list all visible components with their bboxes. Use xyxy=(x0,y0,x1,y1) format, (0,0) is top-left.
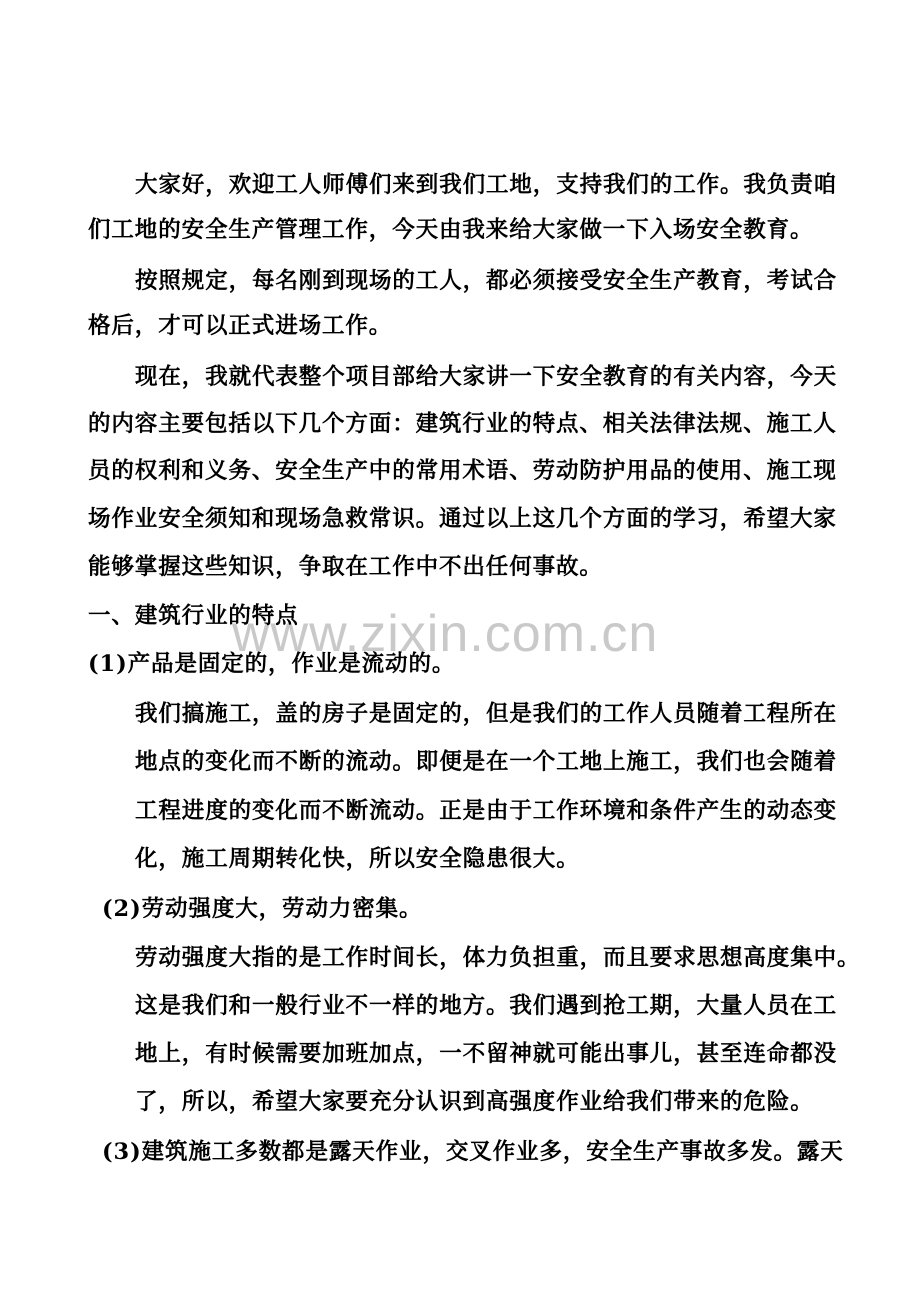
paragraph-line: 地上，有时候需要加班加点，一不留神就可能出事儿，甚至连命都没 xyxy=(135,1041,838,1067)
paragraph-line: 场作业安全须知和现场急救常识。通过以上这几个方面的学习，希望大家 xyxy=(88,506,837,532)
paragraph-line: 能够掌握这些知识，争取在工作中不出任何事故。 xyxy=(88,554,603,580)
paragraph-line: 按照规定，每名刚到现场的工人，都必须接受安全生产教育，考试合 xyxy=(135,268,838,294)
subsection-heading: (2)劳动强度大，劳动力密集。 xyxy=(102,896,423,922)
paragraph-line: 现在，我就代表整个项目部给大家讲一下安全教育的有关内容，今天 xyxy=(135,364,838,390)
subsection-heading: (3)建筑施工多数都是露天作业，交叉作业多，安全生产事故多发。露天 xyxy=(102,1139,844,1165)
paragraph-line: 的内容主要包括以下几个方面：建筑行业的特点、相关法律法规、施工人 xyxy=(88,411,837,437)
paragraph-line: 格后，才可以正式进场工作。 xyxy=(88,313,393,339)
paragraph-line: 们工地的安全生产管理工作，今天由我来给大家做一下入场安全教育。 xyxy=(88,217,814,243)
paragraph-line: 工程进度的变化而不断流动。正是由于工作环境和条件产生的动态变 xyxy=(135,798,838,824)
paragraph-line: 地点的变化而不断的流动。即便是在一个工地上施工，我们也会随着 xyxy=(135,749,838,775)
paragraph-line: 这是我们和一般行业不一样的地方。我们遇到抢工期，大量人员在工 xyxy=(135,993,838,1019)
paragraph-line: 化，施工周期转化快，所以安全隐患很大。 xyxy=(135,846,580,872)
section-heading: 一、建筑行业的特点 xyxy=(88,603,299,629)
paragraph-line: 大家好，欢迎工人师傅们来到我们工地，支持我们的工作。我负责咱 xyxy=(135,172,838,198)
paragraph-line: 员的权利和义务、安全生产中的常用术语、劳动防护用品的使用、施工现 xyxy=(88,458,837,484)
paragraph-line: 我们搞施工，盖的房子是固定的，但是我们的工作人员随着工程所在 xyxy=(135,701,838,727)
paragraph-line: 了，所以，希望大家要充分认识到高强度作业给我们带来的危险。 xyxy=(135,1089,814,1115)
paragraph-line: 劳动强度大指的是工作时间长，体力负担重，而且要求思想高度集中。 xyxy=(135,945,861,971)
subsection-heading: (1)产品是固定的，作业是流动的。 xyxy=(88,651,456,677)
watermark: www.zixin.com.cn xyxy=(232,605,659,663)
